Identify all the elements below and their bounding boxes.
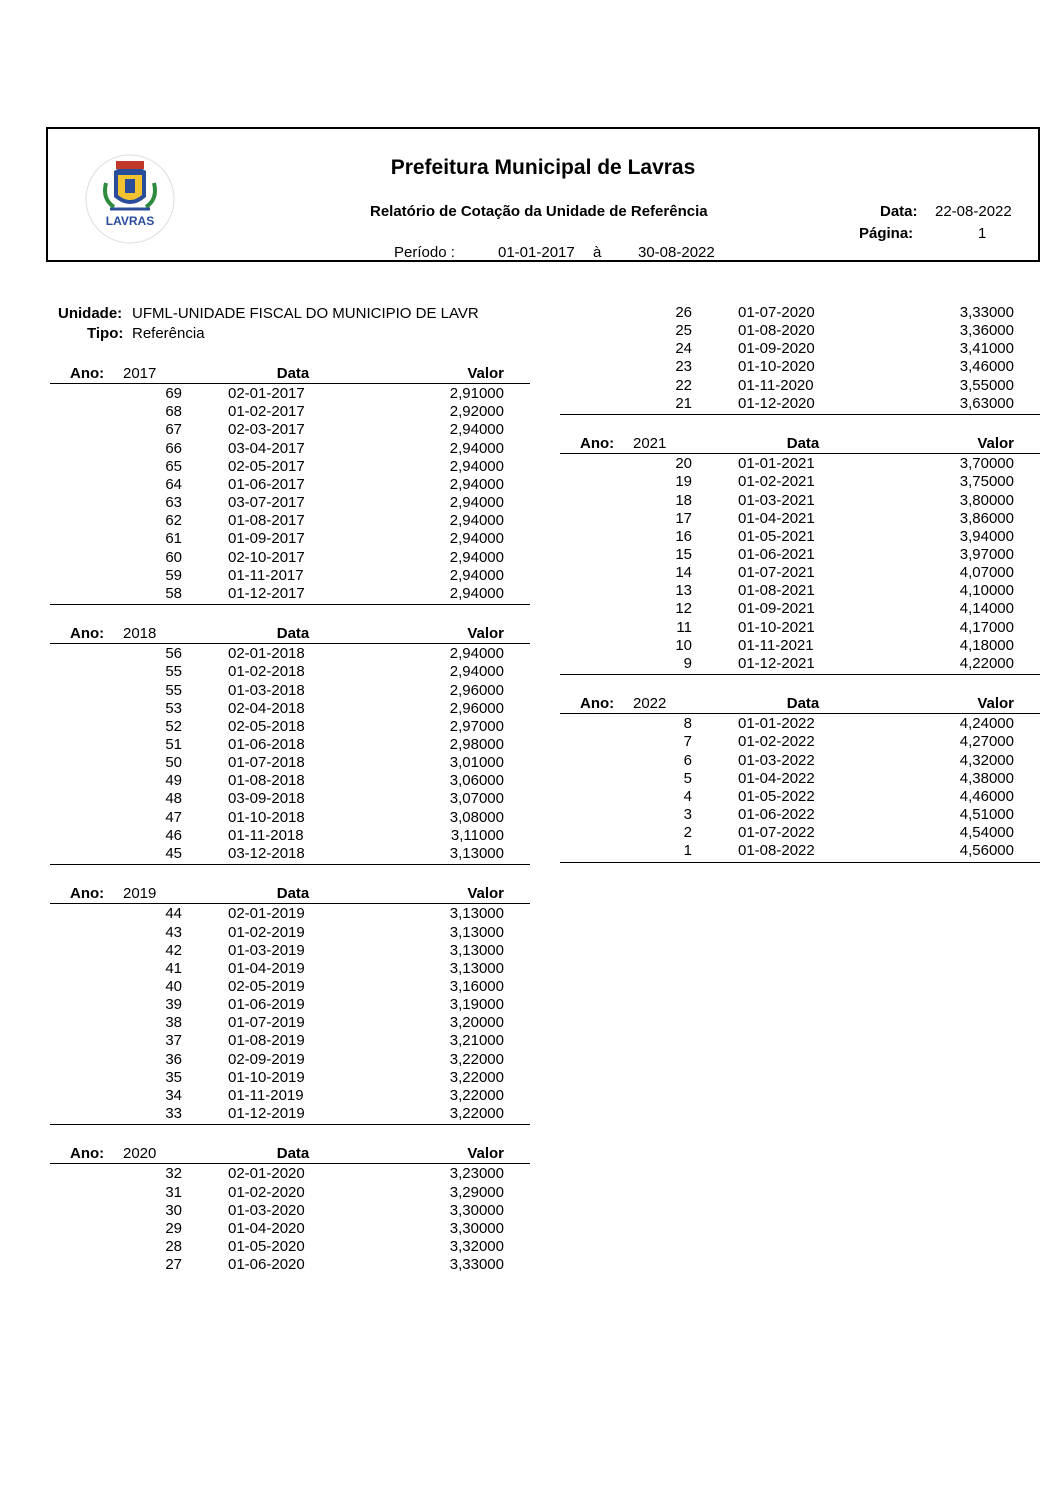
row-value: 3,13000 <box>449 959 504 977</box>
date-column-header: Data <box>276 625 310 643</box>
row-value: 3,23000 <box>449 1165 504 1183</box>
row-number: 55 <box>165 663 182 681</box>
row-value: 3,94000 <box>959 527 1014 545</box>
row-number: 61 <box>165 530 182 548</box>
row-date: 01-03-2018 <box>228 681 305 699</box>
row-date: 02-05-2018 <box>228 717 305 735</box>
row-number: 21 <box>675 394 692 412</box>
row-value: 3,33000 <box>449 1256 504 1274</box>
row-date: 01-05-2020 <box>228 1238 305 1256</box>
row-number: 47 <box>165 808 182 826</box>
row-date: 01-02-2017 <box>228 403 305 421</box>
row-value: 3,97000 <box>959 545 1014 563</box>
row-value: 3,06000 <box>449 772 504 790</box>
row-number: 41 <box>165 959 182 977</box>
row-value: 3,46000 <box>959 358 1014 376</box>
row-number: 32 <box>165 1165 182 1183</box>
year-value: 2021 <box>633 435 667 453</box>
row-value: 2,94000 <box>449 439 504 457</box>
row-value: 4,38000 <box>959 769 1014 787</box>
row-date: 01-03-2021 <box>738 491 815 509</box>
row-value: 3,29000 <box>449 1183 504 1201</box>
value-column-header: Valor <box>467 625 504 643</box>
row-number: 31 <box>165 1183 182 1201</box>
row-date: 01-06-2019 <box>228 996 305 1014</box>
row-date: 01-11-2020 <box>738 376 814 394</box>
row-date: 02-01-2017 <box>228 385 305 403</box>
row-date: 02-01-2020 <box>228 1165 305 1183</box>
row-number: 17 <box>675 509 692 527</box>
row-value: 3,21000 <box>449 1032 504 1050</box>
row-number: 23 <box>675 358 692 376</box>
row-date: 01-07-2018 <box>228 754 305 772</box>
row-value: 3,36000 <box>959 322 1014 340</box>
period-end: 30-08-2022 <box>638 244 715 261</box>
row-number: 1 <box>683 842 692 860</box>
row-date: 01-05-2021 <box>738 527 815 545</box>
row-value: 2,94000 <box>449 584 504 602</box>
row-number: 2 <box>683 824 692 842</box>
row-value: 3,11000 <box>450 826 504 844</box>
date-column-header: Data <box>786 435 820 453</box>
row-number: 9 <box>683 654 692 672</box>
year-label: Ano: <box>70 365 105 382</box>
row-value: 4,22000 <box>959 654 1014 672</box>
year-label: Ano: <box>70 1145 105 1163</box>
row-date: 01-10-2021 <box>738 618 815 636</box>
header-rule <box>50 1163 530 1164</box>
row-number: 25 <box>675 322 692 340</box>
row-number: 4 <box>683 787 692 805</box>
row-date: 01-10-2020 <box>738 358 815 376</box>
row-value: 4,14000 <box>959 600 1014 618</box>
section-end-rule <box>50 864 530 865</box>
row-date: 01-01-2021 <box>738 455 815 473</box>
year-value: 2017 <box>123 365 157 382</box>
report-subtitle: Relatório de Cotação da Unidade de Referência <box>370 203 708 220</box>
row-number: 6 <box>683 751 692 769</box>
row-number: 46 <box>165 826 182 844</box>
date-label: Data: <box>880 203 918 220</box>
row-date: 01-06-2020 <box>228 1256 305 1274</box>
date-column-header: Data <box>786 695 820 713</box>
row-number: 20 <box>675 455 692 473</box>
section-end-rule <box>560 414 1040 415</box>
row-number: 63 <box>165 494 182 512</box>
row-date: 01-02-2021 <box>738 473 815 491</box>
row-value: 2,94000 <box>449 548 504 566</box>
row-number: 65 <box>165 457 182 475</box>
row-date: 01-07-2019 <box>228 1014 305 1032</box>
row-date: 01-03-2022 <box>738 751 815 769</box>
row-value: 2,94000 <box>449 566 504 584</box>
row-number: 29 <box>165 1219 182 1237</box>
row-date: 01-08-2021 <box>738 582 815 600</box>
header-rule <box>560 713 1040 714</box>
row-value: 2,94000 <box>449 494 504 512</box>
row-value: 2,96000 <box>449 681 504 699</box>
period-separator: à <box>593 244 602 261</box>
row-value: 4,27000 <box>959 733 1014 751</box>
row-number: 27 <box>165 1256 182 1274</box>
row-date: 01-04-2022 <box>738 769 815 787</box>
row-value: 2,96000 <box>449 699 504 717</box>
row-date: 01-07-2020 <box>738 304 815 321</box>
section-end-rule <box>560 674 1040 675</box>
row-number: 45 <box>165 844 182 862</box>
report-header <box>46 127 1040 262</box>
row-number: 69 <box>165 385 182 403</box>
logo-text: LAVRAS <box>105 214 155 228</box>
row-date: 01-04-2019 <box>228 959 305 977</box>
row-number: 22 <box>675 376 692 394</box>
row-value: 2,94000 <box>449 645 504 663</box>
row-date: 03-04-2017 <box>228 439 305 457</box>
row-number: 24 <box>675 340 692 358</box>
row-number: 12 <box>675 600 692 618</box>
page-title: Prefeitura Municipal de Lavras <box>390 156 696 179</box>
row-number: 15 <box>675 545 692 563</box>
row-date: 02-01-2018 <box>228 645 305 663</box>
row-date: 01-07-2022 <box>738 824 815 842</box>
row-number: 56 <box>165 645 182 663</box>
row-date: 01-10-2018 <box>228 808 305 826</box>
row-number: 28 <box>165 1238 182 1256</box>
row-value: 3,86000 <box>959 509 1014 527</box>
year-label: Ano: <box>580 695 615 713</box>
row-value: 3,16000 <box>449 977 504 995</box>
row-value: 2,94000 <box>449 512 504 530</box>
row-date: 01-04-2020 <box>228 1219 305 1237</box>
year-label: Ano: <box>70 885 105 903</box>
section-end-rule <box>50 1124 530 1125</box>
period-label: Período : <box>394 244 455 261</box>
row-date: 01-06-2022 <box>738 806 815 824</box>
row-date: 01-12-2019 <box>228 1105 305 1122</box>
value-column-header: Valor <box>467 885 504 903</box>
row-value: 2,94000 <box>449 663 504 681</box>
row-date: 01-08-2020 <box>738 322 815 340</box>
unit-value: UFML-UNIDADE FISCAL DO MUNICIPIO DE LAVR <box>132 305 479 322</box>
row-date: 01-12-2017 <box>228 584 305 602</box>
row-number: 40 <box>165 977 182 995</box>
row-number: 5 <box>683 769 692 787</box>
row-value: 2,91000 <box>449 385 504 403</box>
year-value: 2022 <box>633 695 667 713</box>
row-number: 30 <box>165 1201 182 1219</box>
row-value: 3,22000 <box>449 1105 504 1122</box>
row-number: 26 <box>675 304 692 321</box>
row-date: 02-05-2017 <box>228 457 305 475</box>
row-date: 02-01-2019 <box>228 905 305 923</box>
date-value: 22-08-2022 <box>935 203 1012 220</box>
row-value: 3,13000 <box>449 941 504 959</box>
row-value: 2,94000 <box>449 530 504 548</box>
row-number: 48 <box>165 790 182 808</box>
date-column-header: Data <box>276 885 310 903</box>
row-value: 3,30000 <box>449 1201 504 1219</box>
row-date: 01-09-2020 <box>738 340 815 358</box>
value-column-header: Valor <box>977 695 1014 713</box>
row-number: 14 <box>675 564 692 582</box>
row-number: 49 <box>165 772 182 790</box>
row-date: 01-04-2021 <box>738 509 815 527</box>
row-number: 16 <box>675 527 692 545</box>
row-number: 60 <box>165 548 182 566</box>
row-value: 3,75000 <box>959 473 1014 491</box>
row-date: 01-11-2018 <box>228 826 304 844</box>
row-date: 01-02-2018 <box>228 663 305 681</box>
row-date: 01-02-2019 <box>228 923 305 941</box>
row-value: 3,22000 <box>449 1086 504 1104</box>
row-number: 62 <box>165 512 182 530</box>
date-column-header: Data <box>276 1145 310 1163</box>
row-date: 01-05-2022 <box>738 787 815 805</box>
row-number: 66 <box>165 439 182 457</box>
row-date: 01-11-2021 <box>738 636 814 654</box>
row-date: 02-09-2019 <box>228 1050 305 1068</box>
row-number: 7 <box>683 733 692 751</box>
year-label: Ano: <box>70 625 105 643</box>
row-number: 8 <box>683 715 692 733</box>
row-date: 01-11-2017 <box>228 566 304 584</box>
row-number: 10 <box>675 636 692 654</box>
row-date: 01-09-2017 <box>228 530 305 548</box>
row-value: 3,32000 <box>449 1238 504 1256</box>
row-number: 39 <box>165 996 182 1014</box>
row-number: 44 <box>165 905 182 923</box>
row-number: 58 <box>165 584 182 602</box>
row-number: 59 <box>165 566 182 584</box>
row-value: 2,98000 <box>449 736 504 753</box>
row-value: 3,13000 <box>449 844 504 862</box>
row-date: 02-10-2017 <box>228 548 305 566</box>
page-label: Página: <box>859 225 914 242</box>
row-number: 55 <box>165 681 182 699</box>
row-value: 4,10000 <box>959 582 1014 600</box>
row-number: 67 <box>165 421 182 439</box>
value-column-header: Valor <box>467 365 504 382</box>
row-value: 4,32000 <box>959 751 1014 769</box>
row-date: 01-06-2021 <box>738 545 815 563</box>
unit-label: Unidade: <box>58 305 123 322</box>
row-number: 52 <box>165 717 182 735</box>
header-rule <box>50 903 530 904</box>
row-value: 3,80000 <box>959 491 1014 509</box>
row-date: 01-01-2022 <box>738 715 815 733</box>
row-value: 3,22000 <box>449 1050 504 1068</box>
row-value: 3,70000 <box>959 455 1014 473</box>
row-number: 42 <box>165 941 182 959</box>
row-date: 01-12-2020 <box>738 394 815 412</box>
row-value: 2,94000 <box>449 457 504 475</box>
period-start: 01-01-2017 <box>498 244 575 261</box>
section-end-rule <box>560 862 1040 863</box>
row-value: 2,94000 <box>449 421 504 439</box>
row-number: 64 <box>165 475 182 493</box>
row-value: 3,01000 <box>449 754 504 772</box>
row-date: 01-08-2022 <box>738 842 815 860</box>
row-value: 3,30000 <box>449 1219 504 1237</box>
row-number: 51 <box>165 736 182 753</box>
row-value: 4,18000 <box>959 636 1014 654</box>
type-value: Referência <box>132 325 205 342</box>
value-column-header: Valor <box>467 1145 504 1163</box>
row-number: 11 <box>676 618 692 636</box>
row-value: 4,17000 <box>959 618 1014 636</box>
row-value: 3,08000 <box>449 808 504 826</box>
row-number: 33 <box>165 1105 182 1122</box>
row-date: 01-12-2021 <box>738 654 815 672</box>
row-value: 3,41000 <box>959 340 1014 358</box>
row-number: 13 <box>675 582 692 600</box>
row-value: 3,22000 <box>449 1068 504 1086</box>
row-date: 01-02-2022 <box>738 733 815 751</box>
row-number: 37 <box>165 1032 182 1050</box>
row-number: 34 <box>165 1086 182 1104</box>
row-number: 68 <box>165 403 182 421</box>
row-date: 02-05-2019 <box>228 977 305 995</box>
row-value: 2,92000 <box>449 403 504 421</box>
row-value: 3,07000 <box>449 790 504 808</box>
row-date: 03-12-2018 <box>228 844 305 862</box>
row-number: 38 <box>165 1014 182 1032</box>
year-value: 2020 <box>123 1145 157 1163</box>
row-number: 18 <box>675 491 692 509</box>
value-column-header: Valor <box>977 435 1014 453</box>
row-date: 01-03-2019 <box>228 941 305 959</box>
year-value: 2019 <box>123 885 157 903</box>
row-number: 19 <box>675 473 692 491</box>
row-date: 02-03-2017 <box>228 421 305 439</box>
row-date: 01-06-2017 <box>228 475 305 493</box>
row-value: 3,20000 <box>449 1014 504 1032</box>
row-value: 3,33000 <box>959 304 1014 321</box>
row-number: 50 <box>165 754 182 772</box>
row-date: 03-07-2017 <box>228 494 305 512</box>
row-value: 4,46000 <box>959 787 1014 805</box>
row-number: 43 <box>165 923 182 941</box>
row-date: 01-08-2018 <box>228 772 305 790</box>
row-value: 4,51000 <box>959 806 1014 824</box>
row-value: 4,54000 <box>959 824 1014 842</box>
row-date: 01-10-2019 <box>228 1068 305 1086</box>
type-label: Tipo: <box>87 325 124 342</box>
row-value: 2,94000 <box>449 475 504 493</box>
row-date: 01-09-2021 <box>738 600 815 618</box>
row-date: 01-06-2018 <box>228 736 305 753</box>
header-rule <box>560 453 1040 454</box>
row-date: 01-02-2020 <box>228 1183 305 1201</box>
row-date: 01-08-2019 <box>228 1032 305 1050</box>
row-date: 02-04-2018 <box>228 699 305 717</box>
row-value: 4,24000 <box>959 715 1014 733</box>
row-value: 3,13000 <box>449 905 504 923</box>
page-value: 1 <box>978 225 987 242</box>
row-date: 01-11-2019 <box>228 1086 304 1104</box>
row-number: 53 <box>165 699 182 717</box>
year-label: Ano: <box>580 435 615 453</box>
row-value: 4,56000 <box>959 842 1014 860</box>
row-number: 3 <box>683 806 692 824</box>
row-value: 3,63000 <box>959 394 1014 412</box>
year-value: 2018 <box>123 625 157 643</box>
row-value: 3,19000 <box>449 996 504 1014</box>
row-date: 01-08-2017 <box>228 512 305 530</box>
row-number: 35 <box>165 1068 182 1086</box>
row-value: 3,55000 <box>959 376 1014 394</box>
row-date: 03-09-2018 <box>228 790 305 808</box>
row-value: 4,07000 <box>959 564 1014 582</box>
row-date: 01-07-2021 <box>738 564 815 582</box>
header-rule <box>50 383 530 384</box>
row-date: 01-03-2020 <box>228 1201 305 1219</box>
header-rule <box>50 643 530 644</box>
section-end-rule <box>50 604 530 605</box>
row-value: 3,13000 <box>449 923 504 941</box>
row-value: 2,97000 <box>449 717 504 735</box>
date-column-header: Data <box>276 365 310 382</box>
row-number: 36 <box>165 1050 182 1068</box>
